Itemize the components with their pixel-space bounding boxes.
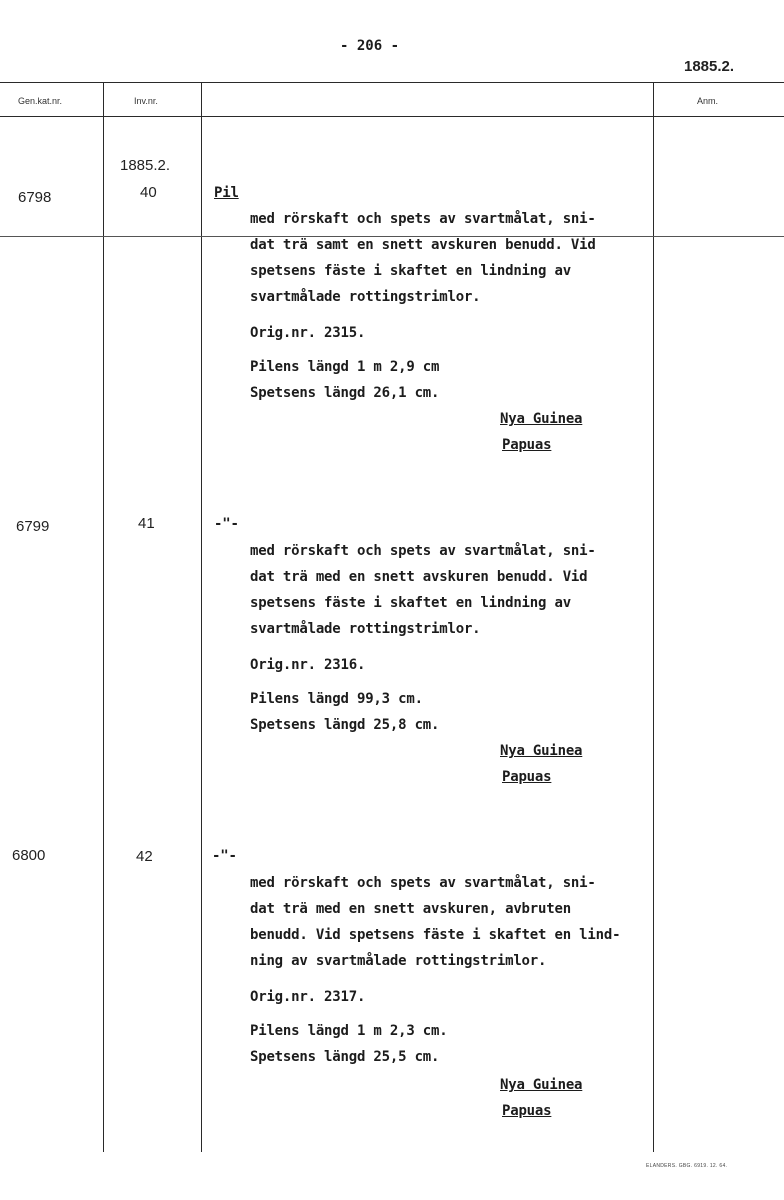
description-line: svartmålade rottingstrimlor. — [250, 621, 481, 637]
inv-nr: 42 — [136, 848, 153, 865]
tip-length: Spetsens längd 25,8 cm. — [250, 717, 440, 733]
column-rule-3 — [653, 82, 654, 1152]
region: Nya Guinea — [500, 411, 583, 427]
original-number: Orig.nr. 2315. — [250, 325, 366, 341]
description-line: dat trä med en snett avskuren, avbruten — [250, 901, 571, 917]
inv-nr: 41 — [138, 515, 155, 532]
description-line: dat trä med en snett avskuren benudd. Vid — [250, 569, 588, 585]
region: Nya Guinea — [500, 743, 583, 759]
description-line: med rörskaft och spets av svartmålat, sni- — [250, 875, 596, 891]
description-line: spetsens fäste i skaftet en lindning av — [250, 263, 571, 279]
arrow-length: Pilens längd 1 m 2,3 cm. — [250, 1023, 448, 1039]
original-number: Orig.nr. 2317. — [250, 989, 366, 1005]
people: Papuas — [502, 769, 552, 785]
description-line: benudd. Vid spetsens fäste i skaftet en lind- — [250, 927, 621, 943]
gen-kat-nr: 6798 — [18, 189, 52, 206]
header-bottom-rule — [0, 116, 784, 117]
tip-length: Spetsens längd 25,5 cm. — [250, 1049, 440, 1065]
column-header-gen-kat-nr: Gen.kat.nr. — [18, 96, 63, 106]
entry-title: -"- — [214, 516, 239, 532]
column-rule-1 — [103, 82, 104, 1152]
people: Papuas — [502, 437, 552, 453]
original-number: Orig.nr. 2316. — [250, 657, 366, 673]
page-number: - 206 - — [340, 38, 400, 54]
entry-title: -"- — [212, 848, 237, 864]
accession-number-header: 1885.2. — [684, 58, 735, 75]
arrow-length: Pilens längd 1 m 2,9 cm — [250, 359, 440, 375]
header-top-rule — [0, 82, 784, 83]
column-rule-2 — [201, 82, 202, 1152]
arrow-length: Pilens längd 99,3 cm. — [250, 691, 423, 707]
column-header-anm: Anm. — [697, 96, 719, 106]
printer-imprint: ELANDERS. GBG. 6919. 12. 64. — [646, 1163, 728, 1169]
description-line: med rörskaft och spets av svartmålat, sni- — [250, 543, 596, 559]
gen-kat-nr: 6799 — [16, 518, 50, 535]
gen-kat-nr: 6800 — [12, 847, 46, 864]
inv-group-label: 1885.2. — [120, 157, 171, 174]
entry-title: Pil — [214, 185, 239, 201]
description-line: dat trä samt en snett avskuren benudd. Vid — [250, 237, 596, 253]
description-line: med rörskaft och spets av svartmålat, sni- — [250, 211, 596, 227]
tip-length: Spetsens längd 26,1 cm. — [250, 385, 440, 401]
people: Papuas — [502, 1103, 552, 1119]
region: Nya Guinea — [500, 1077, 583, 1093]
inv-nr: 40 — [140, 184, 157, 201]
description-line: svartmålade rottingstrimlor. — [250, 289, 481, 305]
description-line: ning av svartmålade rottingstrimlor. — [250, 953, 547, 969]
column-header-inv-nr: Inv.nr. — [134, 96, 158, 106]
description-line: spetsens fäste i skaftet en lindning av — [250, 595, 571, 611]
